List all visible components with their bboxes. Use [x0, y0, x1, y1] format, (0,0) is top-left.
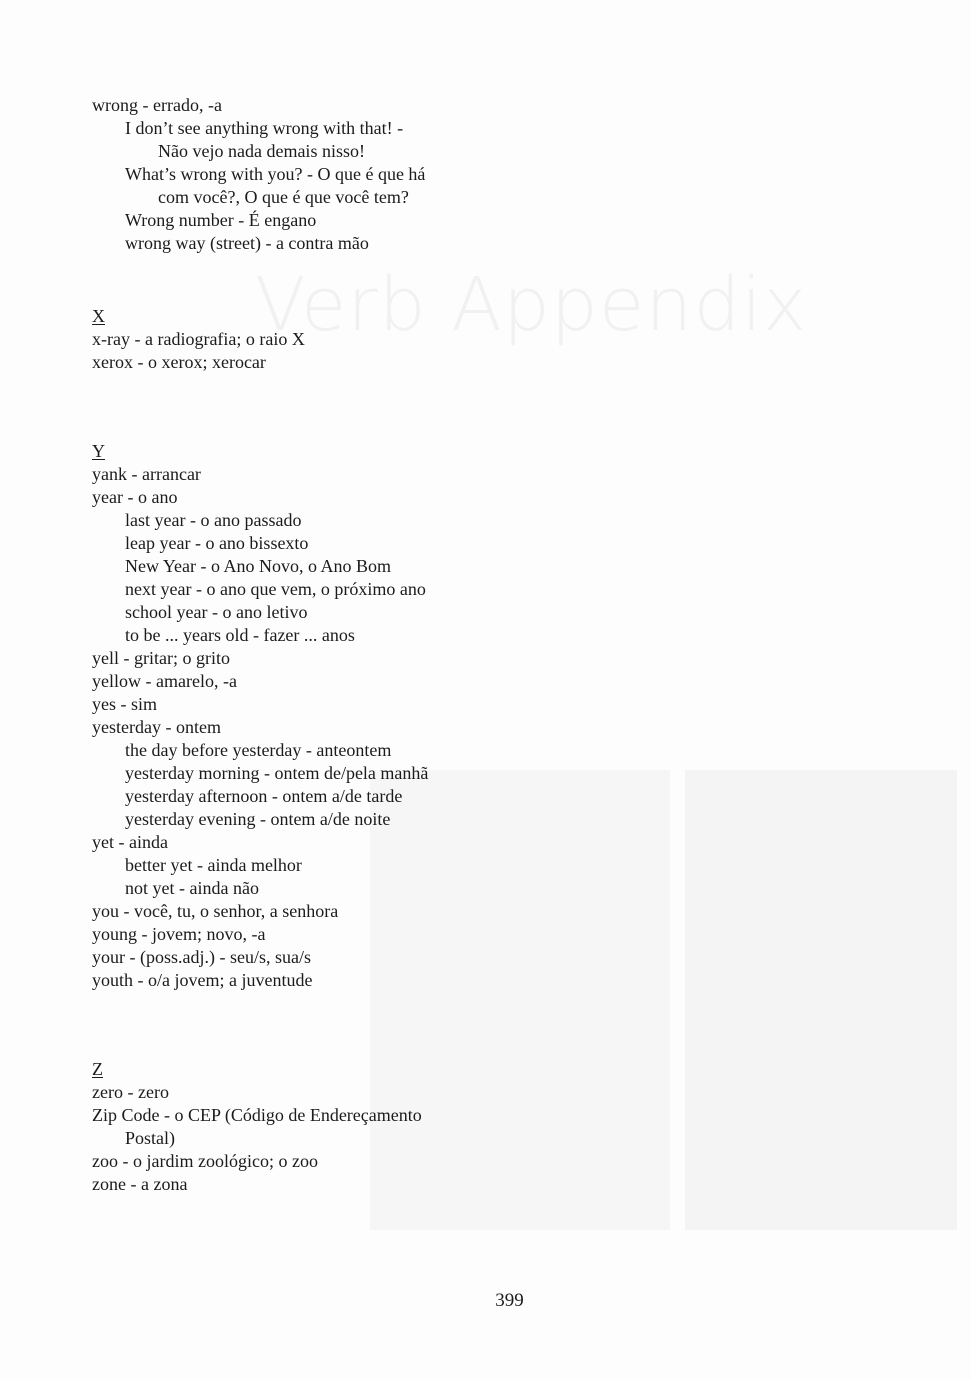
entry-headword-line: year - o ano — [92, 487, 178, 507]
entry-headword-line: yell - gritar; o grito — [92, 648, 230, 668]
entry-headword-line: your - (poss.adj.) - seu/s, sua/s — [92, 947, 311, 967]
faded-background-panel — [685, 770, 957, 1230]
entry-subline: the day before yesterday - anteontem — [125, 740, 392, 760]
entry-headword-line: x-ray - a radiografia; o raio X — [92, 329, 305, 349]
section-letter-x: X — [92, 306, 105, 326]
entry-headword-line: zoo - o jardim zoológico; o zoo — [92, 1151, 318, 1171]
entry-subline: Wrong number - É engano — [125, 210, 317, 230]
entry-headword-line: young - jovem; novo, -a — [92, 924, 266, 944]
entry-headword-line: Zip Code - o CEP (Código de Endereçamento — [92, 1105, 422, 1125]
section-y-entries — [92, 463, 512, 992]
section-letter-y: Y — [92, 441, 105, 461]
entry-subline: What’s wrong with you? - O que é que há — [125, 164, 426, 184]
entry-subline: better yet - ainda melhor — [125, 855, 302, 875]
section-z-entries — [92, 1081, 512, 1196]
entry-subline: Não vejo nada demais nisso! — [158, 141, 365, 161]
faded-background-title: Verb Appendix — [255, 262, 808, 348]
glossary-entries — [92, 94, 512, 1196]
entry-subline: com você?, O que é que você tem? — [158, 187, 409, 207]
entry-headword-line: xerox - o xerox; xerocar — [92, 352, 266, 372]
page-number: 399 — [495, 1290, 524, 1311]
entry-headword-line: yellow - amarelo, -a — [92, 671, 237, 691]
entry-headword-line: yet - ainda — [92, 832, 168, 852]
entry-headword-line: youth - o/a jovem; a juventude — [92, 970, 313, 990]
section-x-entries — [92, 328, 512, 374]
entry-subline: New Year - o Ano Novo, o Ano Bom — [125, 556, 392, 576]
entry-headword-line: you - você, tu, o senhor, a senhora — [92, 901, 339, 921]
section-w-continuation — [92, 94, 512, 255]
entry-headword-line: wrong - errado, -a — [92, 95, 222, 115]
entry-headword-line: zero - zero — [92, 1082, 169, 1102]
entry-subline: I don’t see anything wrong with that! - — [125, 118, 404, 138]
entry-subline: school year - o ano letivo — [125, 602, 308, 622]
entry-subline: yesterday evening - ontem a/de noite — [125, 809, 391, 829]
entry-subline: not yet - ainda não — [125, 878, 259, 898]
entry-headword-line: yes - sim — [92, 694, 157, 714]
section-letter-z: Z — [92, 1059, 103, 1079]
entry-subline: yesterday afternoon - ontem a/de tarde — [125, 786, 403, 806]
entry-headword-line: yank - arrancar — [92, 464, 201, 484]
entry-subline: to be ... years old - fazer ... anos — [125, 625, 355, 645]
entry-subline: yesterday morning - ontem de/pela manhã — [125, 763, 429, 783]
entry-subline: leap year - o ano bissexto — [125, 533, 309, 553]
entry-subline: last year - o ano passado — [125, 510, 302, 530]
entry-headword-line: zone - a zona — [92, 1174, 188, 1194]
entry-headword-line: yesterday - ontem — [92, 717, 221, 737]
entry-subline: next year - o ano que vem, o próximo ano — [125, 579, 426, 599]
entry-subline: wrong way (street) - a contra mão — [125, 233, 369, 253]
entry-subline: Postal) — [125, 1128, 176, 1148]
